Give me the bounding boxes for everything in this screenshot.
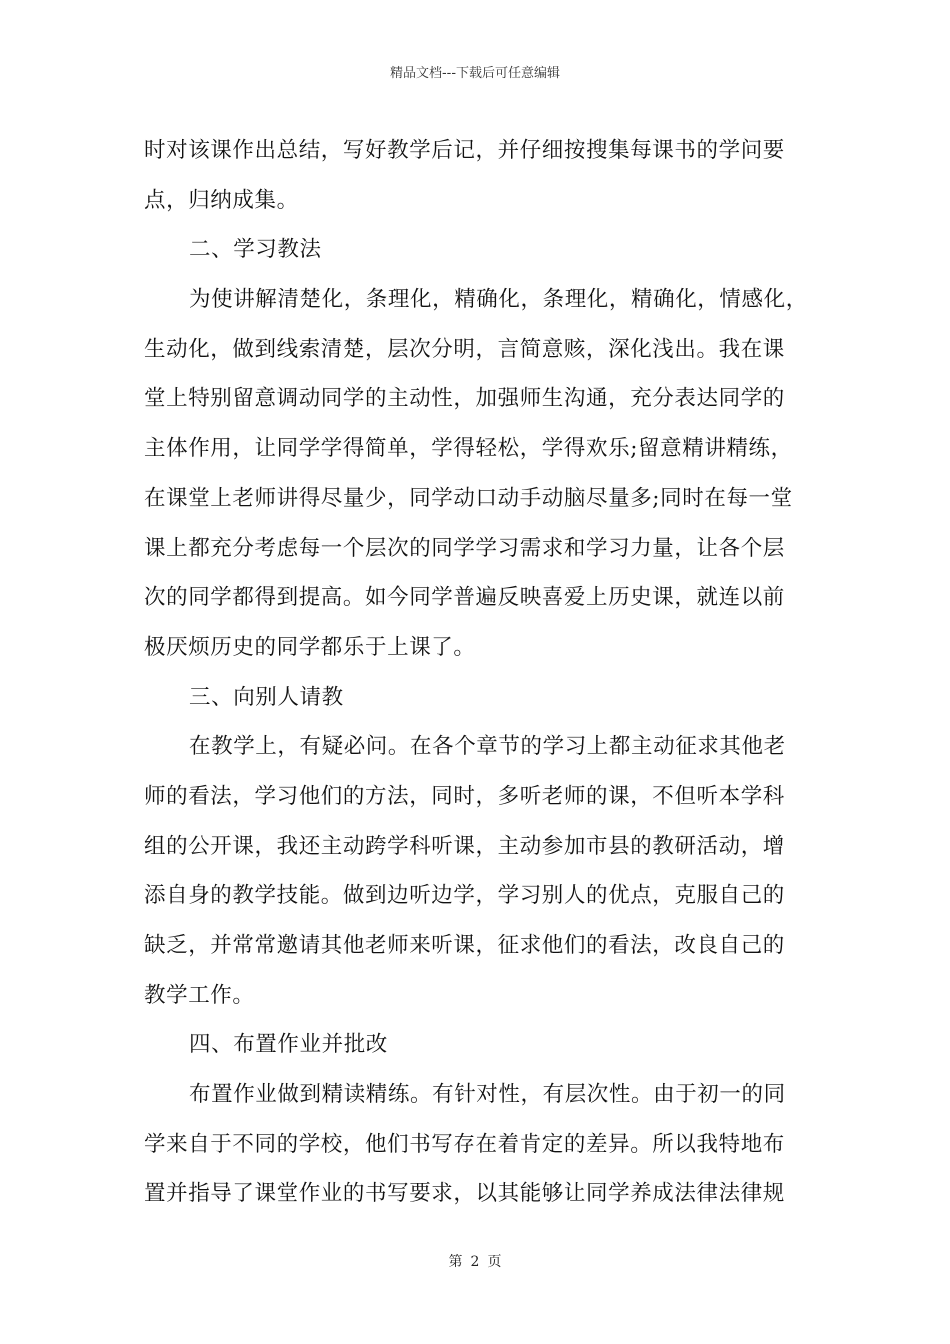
page-label-suffix: 页 [487, 1254, 502, 1270]
page-footer [0, 1254, 950, 1270]
text-line: 缺乏，并常常邀请其他老师来听课，征求他们的看法，改良自己的 [144, 933, 785, 958]
text-line: 堂上特别留意调动同学的主动性，加强师生沟通，充分表达同学的 [144, 386, 785, 412]
text-line: 极厌烦历史的同学都乐于上课了。 [144, 634, 476, 660]
text-line: 生动化，做到线索清楚，层次分明，言简意赅，深化浅出。我在课 [144, 336, 785, 362]
text-line: 教学工作。 [144, 982, 255, 1008]
section-heading: 四、布置作业并批改 [189, 1032, 388, 1058]
section-heading: 三、向别人请教 [189, 684, 344, 710]
text-line: 时对该课作出总结，写好教学后记，并仔细按搜集每课书的学问要 [144, 138, 785, 163]
text-line: 添自身的教学技能。做到边听边学，学习别人的优点，克服自己的 [144, 883, 785, 909]
text-line: 在教学上，有疑必问。在各个章节的学习上都主动征求其他老 [189, 734, 786, 760]
text-line: 次的同学都得到提高。如今同学普遍反映喜爱上历史课，就连以前 [144, 585, 785, 611]
header-text: 精品文档---下载后可任意编辑 [389, 66, 561, 81]
text-line: 布置作业做到精读精练。有针对性，有层次性。由于初一的同 [189, 1082, 786, 1108]
text-line: 组的公开课，我还主动跨学科听课，主动参加市县的教研活动，增 [144, 833, 785, 859]
text-line: 课上都充分考虑每一个层次的同学学习需求和学习力量，让各个层 [144, 535, 785, 561]
page-header [0, 66, 950, 82]
text-line: 主体作用，让同学学得简单，学得轻松，学得欢乐;留意精讲精练， [144, 436, 793, 462]
text-line: 为使讲解清楚化，条理化，精确化，条理化，精确化，情感化， [189, 287, 808, 313]
text-line: 点，归纳成集。 [144, 187, 299, 213]
section-heading: 二、学习教法 [189, 237, 322, 263]
text-line: 置并指导了课堂作业的书写要求，以其能够让同学养成法律法律规 [144, 1181, 785, 1207]
text-line: 师的看法，学习他们的方法，同时，多听老师的课，不但听本学科 [144, 783, 785, 809]
page-label-prefix: 第 [448, 1254, 463, 1270]
document-body [144, 126, 808, 1219]
page-number: 2 [470, 1254, 480, 1270]
text-line: 在课堂上老师讲得尽量少，同学动口动手动脑尽量多;同时在每一堂 [144, 485, 793, 511]
text-line: 学来自于不同的学校，他们书写存在着肯定的差异。所以我特地布 [144, 1131, 785, 1157]
